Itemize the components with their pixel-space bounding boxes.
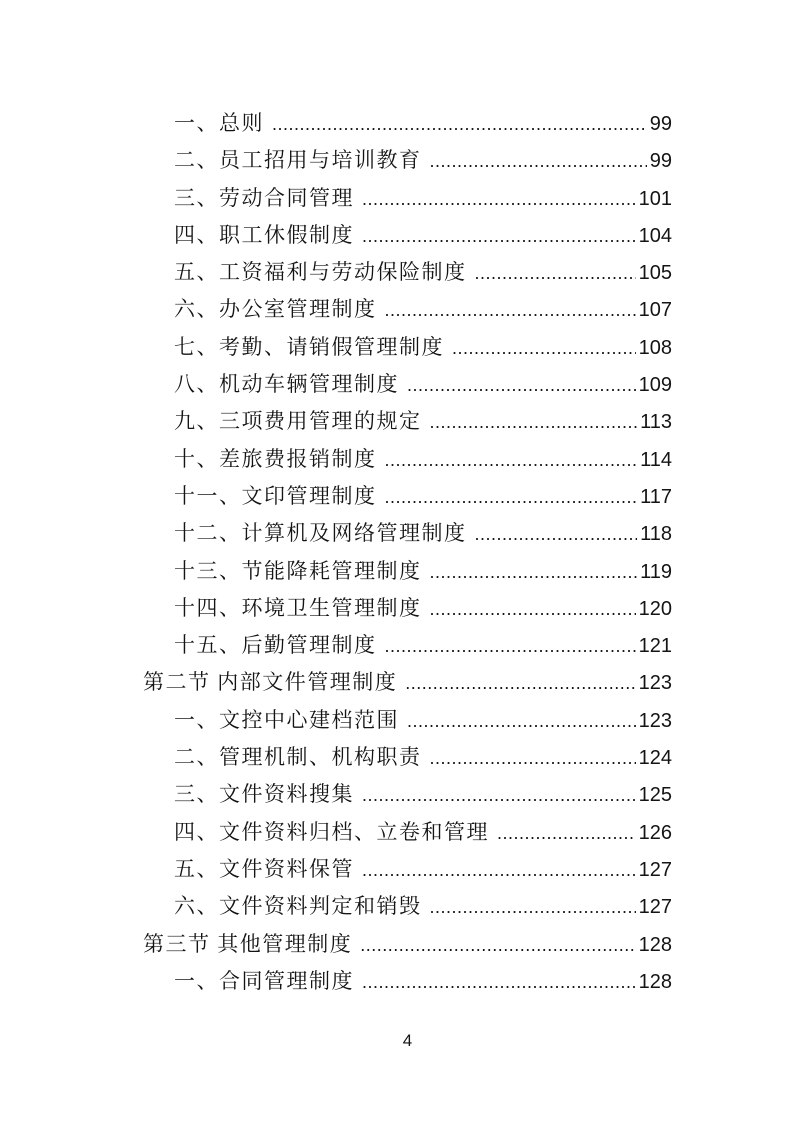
toc-entry-page-number: 117 [640, 485, 672, 508]
toc-entry-title: 八、机动车辆管理制度 [174, 372, 399, 397]
toc-entry[interactable] [143, 776, 672, 813]
toc-entry-title: 十四、环境卫生管理制度 [174, 595, 422, 620]
toc-entry[interactable] [143, 590, 672, 627]
toc-entry[interactable] [143, 515, 672, 552]
dot-leader [407, 702, 636, 740]
toc-entry[interactable] [143, 478, 672, 515]
dot-leader [362, 851, 636, 889]
dot-leader [430, 590, 636, 628]
toc-entry-page-number: 126 [638, 821, 672, 844]
toc-entry[interactable] [143, 627, 672, 664]
toc-entry-title: 十五、后勤管理制度 [174, 633, 377, 658]
toc-entry-page-number: 121 [638, 635, 672, 658]
toc-entry-title: 二、员工招用与培训教育 [174, 148, 422, 173]
toc-entry-page-number: 109 [638, 374, 672, 397]
toc-entry[interactable] [143, 142, 672, 179]
toc-entry-page-number: 127 [638, 858, 672, 881]
toc-entry-title: 一、总则 [174, 111, 264, 135]
toc-entry[interactable] [143, 217, 672, 254]
toc-entry-page-number: 123 [638, 709, 672, 732]
toc-entry-page-number: 105 [638, 262, 672, 285]
toc-entry[interactable] [143, 329, 672, 366]
toc-entry-title: 三、劳动合同管理 [174, 185, 354, 210]
dot-leader [362, 217, 636, 255]
toc-entry-title: 十一、文印管理制度 [174, 483, 377, 508]
dot-leader [430, 553, 638, 591]
toc-entry-title: 二、管理机制、机构职责 [174, 745, 422, 770]
toc-entry[interactable] [143, 702, 672, 739]
toc-entry[interactable] [143, 403, 672, 440]
toc-entry-page-number: 113 [640, 411, 672, 434]
toc-entry-page-number: 124 [638, 747, 672, 770]
toc-entry-title: 十二、计算机及网络管理制度 [174, 521, 467, 546]
toc-list [143, 105, 672, 1000]
dot-leader [430, 142, 647, 180]
toc-entry[interactable] [143, 926, 672, 963]
toc-entry-page-number: 107 [638, 299, 672, 322]
toc-entry-page-number: 127 [638, 896, 672, 919]
dot-leader [475, 515, 638, 553]
toc-entry[interactable] [143, 105, 672, 142]
toc-entry-title: 四、文件资料归档、立卷和管理 [174, 819, 489, 844]
toc-entry[interactable] [143, 180, 672, 217]
dot-leader [385, 627, 636, 665]
toc-entry-title: 六、文件资料判定和销毁 [174, 894, 422, 919]
toc-entry-page-number: 118 [640, 523, 672, 546]
toc-entry-page-number: 99 [649, 150, 672, 173]
toc-entry[interactable] [143, 291, 672, 328]
toc-entry-page-number: 119 [640, 560, 672, 583]
dot-leader [430, 403, 638, 441]
page-number: 4 [402, 1031, 413, 1051]
dot-leader [475, 254, 636, 292]
toc-entry[interactable] [143, 441, 672, 478]
toc-entry[interactable] [143, 739, 672, 776]
toc-entry-page-number: 125 [638, 784, 672, 807]
dot-leader [385, 478, 638, 516]
toc-entry-page-number: 128 [638, 933, 672, 956]
toc-entry-title: 四、职工休假制度 [174, 222, 354, 247]
dot-leader [385, 291, 636, 329]
dot-leader [430, 888, 636, 926]
dot-leader [497, 814, 636, 852]
toc-entry-page-number: 123 [638, 672, 672, 695]
toc-entry-title: 三、文件资料搜集 [174, 782, 354, 807]
toc-entry[interactable] [143, 888, 672, 925]
dot-leader [407, 366, 636, 404]
toc-entry-page-number: 128 [638, 970, 672, 993]
dot-leader [362, 963, 636, 1001]
toc-entry[interactable] [143, 254, 672, 291]
toc-entry-title: 第二节 内部文件管理制度 [143, 670, 398, 695]
dot-leader [430, 739, 636, 777]
toc-entry[interactable] [143, 814, 672, 851]
dot-leader [452, 329, 636, 367]
dot-leader [362, 776, 636, 814]
toc-entry-title: 七、考勤、请销假管理制度 [174, 334, 444, 359]
toc-entry-page-number: 104 [638, 224, 672, 247]
page-footer [143, 1030, 672, 1052]
toc-entry-title: 十、差旅费报销制度 [174, 446, 377, 471]
toc-entry-title: 九、三项费用管理的规定 [174, 409, 422, 434]
toc-entry-title: 一、文控中心建档范围 [174, 707, 399, 732]
toc-entry-page-number: 120 [638, 597, 672, 620]
toc-entry-title: 十三、节能降耗管理制度 [174, 558, 422, 583]
toc-entry[interactable] [143, 963, 672, 1000]
toc-entry[interactable] [143, 851, 672, 888]
toc-entry-title: 第三节 其他管理制度 [143, 931, 353, 956]
toc-entry-title: 五、文件资料保管 [174, 856, 354, 881]
toc-entry-page-number: 108 [638, 336, 672, 359]
toc-entry-page-number: 114 [640, 448, 672, 471]
toc-entry-title: 六、办公室管理制度 [174, 297, 377, 322]
toc-entry-page-number: 101 [638, 187, 672, 210]
toc-entry-page-number: 99 [649, 113, 672, 135]
toc-entry[interactable] [143, 553, 672, 590]
toc-entry-title: 一、合同管理制度 [174, 968, 354, 993]
dot-leader [362, 180, 636, 218]
dot-leader [272, 105, 647, 143]
toc-entry[interactable] [143, 664, 672, 701]
dot-leader [385, 441, 638, 479]
toc-entry-title: 五、工资福利与劳动保险制度 [174, 260, 467, 285]
dot-leader [360, 926, 635, 964]
dot-leader [405, 664, 635, 702]
toc-entry[interactable] [143, 366, 672, 403]
